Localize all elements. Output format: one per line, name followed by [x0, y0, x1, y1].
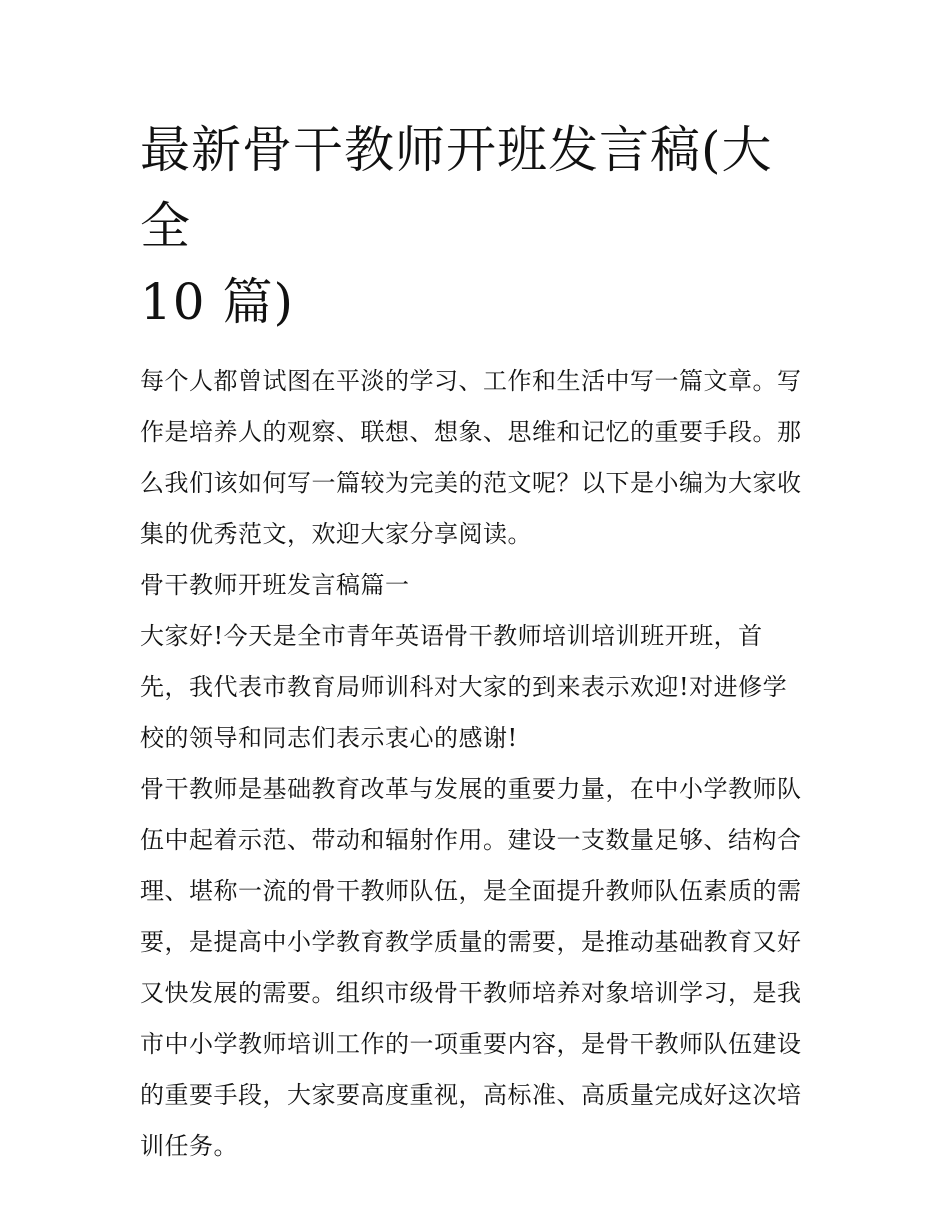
body-paragraph-main: 骨干教师是基础教育改革与发展的重要力量，在中小学教师队 伍中起着示范、带动和辐射作用。建设一支数量足够、结构合 理、堪称一流的骨干教师队伍，是全面提升教师队伍素质的需 要，是提高中小学教育教学质量的需要，是推动基础教育又好 又快发展的需要。组织市级骨干教师培养对象培训学习，是我 市中小学教师培训工作的一项重要内容，是骨干教师队伍建设 的重要手段，大家要高度重视，高标准、高质量完成好这次培 训任务。: [140, 775, 802, 1160]
document-title: 最新骨干教师开班发言稿(大全 10 篇): [140, 121, 773, 331]
document-content: [140, 112, 812, 1172]
section-heading: 骨干教师开班发言稿篇一: [140, 571, 410, 599]
body-paragraph-greeting: 大家好!今天是全市青年英语骨干教师培训培训班开班，首 先，我代表市教育局师训科对大家的到来表示欢迎!对进修学 校的领导和同志们表示衷心的感谢!: [140, 622, 788, 752]
intro-paragraph: 每个人都曾试图在平淡的学习、工作和生活中写一篇文章。写 作是培养人的观察、联想、想象、思维和记忆的重要手段。那 么我们该如何写一篇较为完美的范文呢？以下是小编为大家收 集的优秀范文，欢迎大家分享阅读。: [140, 367, 802, 548]
